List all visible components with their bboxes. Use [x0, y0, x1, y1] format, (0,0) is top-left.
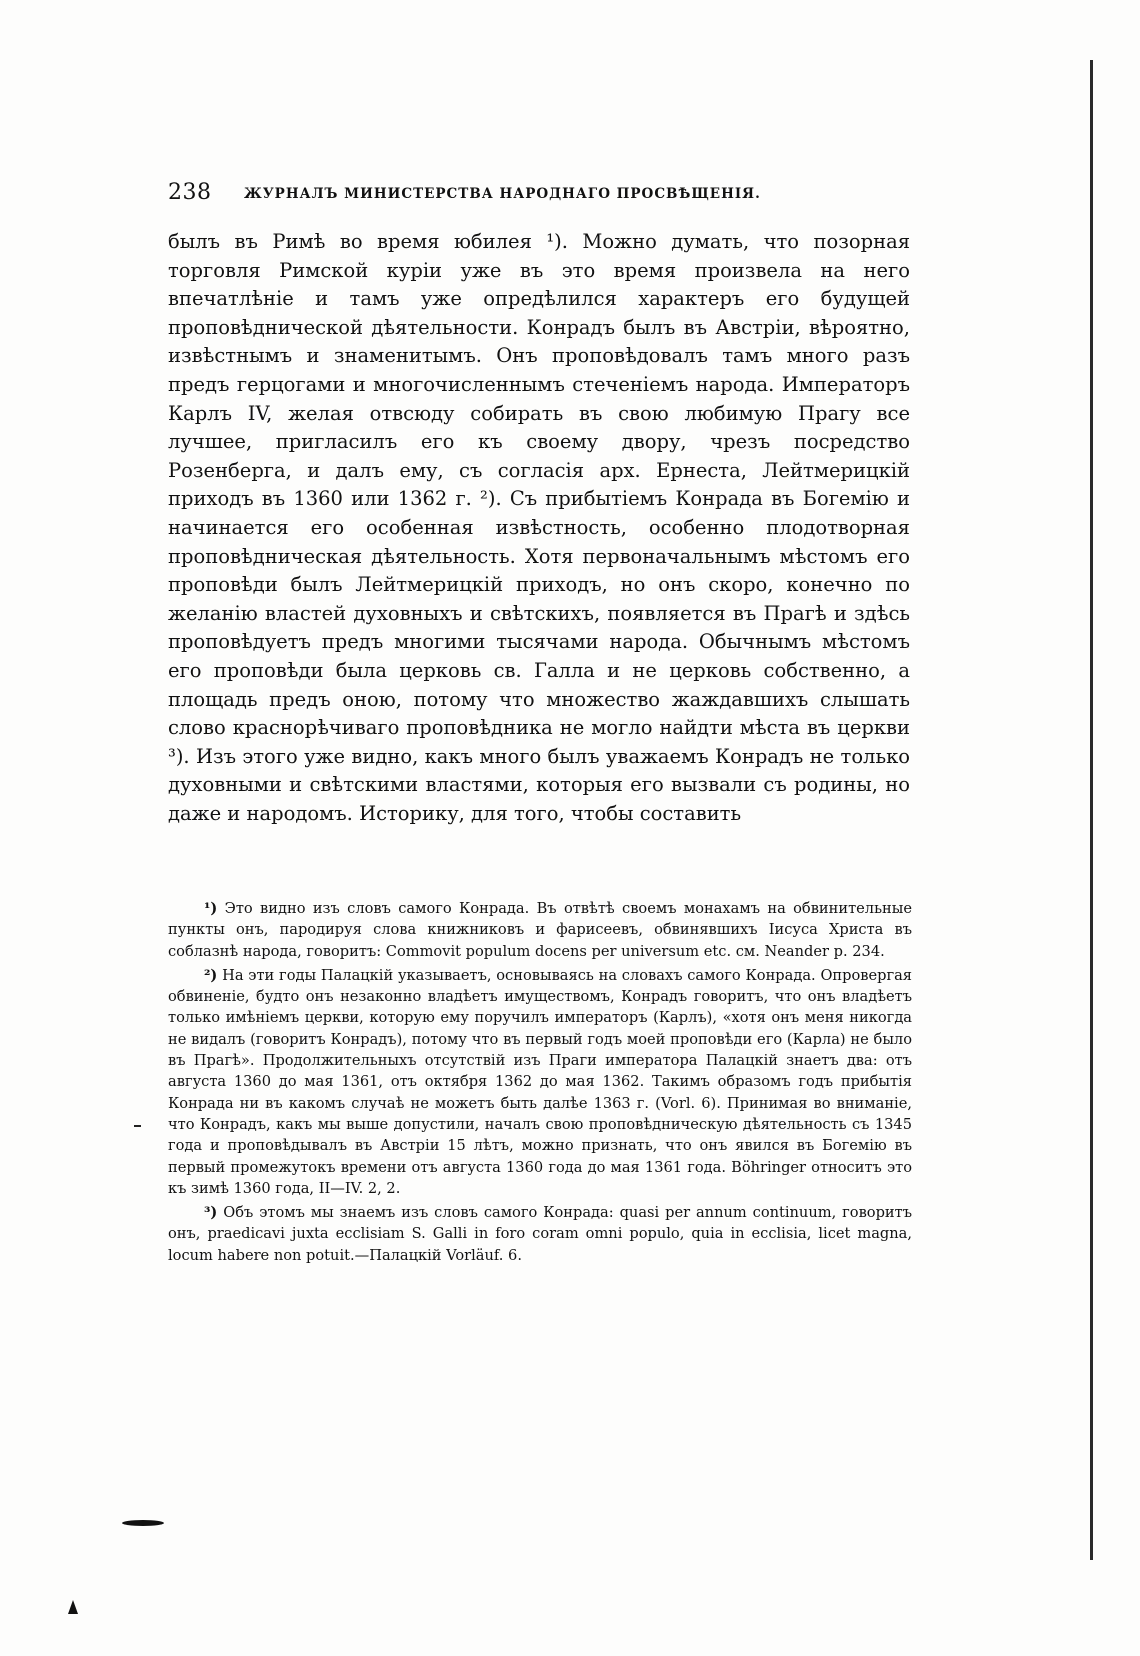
footnotes [168, 898, 912, 1269]
footnote-3 [168, 1202, 912, 1266]
running-title: ЖУРНАЛЪ МИНИСТЕРСТВА НАРОДНАГО ПРОСВѢЩЕНІЯ. [244, 186, 761, 202]
footnote-marker: ³) [204, 1204, 218, 1222]
running-header [168, 180, 912, 212]
footnote-1 [168, 898, 912, 962]
footnote-2 [168, 965, 912, 1199]
page-edge-line [1090, 60, 1093, 1560]
footnote-text: Объ этомъ мы знаемъ изъ словъ самого Конрада: quasi per annum continuum, говоритъ онъ, praedicavi juxta ecclisiam S. Galli in foro coram omni populo, quia in ecclisia, licet magna, locum habere non potuit.—Палацкій Vorläuf. 6. [168, 1204, 912, 1264]
footnote-text: На эти годы Палацкій указываетъ, основываясь на словахъ самого Конрада. Опровергая обвиненіе, будто онъ незаконно владѣетъ имуществомъ, Конрадъ говоритъ, что онъ владѣетъ только имѣніемъ церкви, которую ему поручилъ императоръ (Карлъ), «хотя онъ меня никогда не видалъ (говоритъ Конрадъ), потому что въ первый годъ моей проповѣди его (Карла) не было въ Прагѣ». Продолжительныхъ отсутствій изъ Праги императора Палацкій знаетъ два: отъ августа 1360 до мая 1361, отъ октября 1362 до мая 1362. Такимъ образомъ годъ прибытія Конрада ни въ какомъ случаѣ не можетъ быть далѣе 1363 г. (Vorl. 6). Принимая во вниманіе, что Конрадъ, какъ мы выше допустили, началъ свою проповѣдническую дѣятельность съ 1345 года и проповѣдывалъ въ Австріи 15 лѣтъ, можно признать, что онъ явился въ Богемію въ первый промежутокъ времени отъ августа 1360 года до мая 1361 года. Böhringer относитъ это къ зимѣ 1360 года, II—IV. 2, 2. [168, 966, 913, 1197]
footnote-text: Это видно изъ словъ самого Конрада. Въ отвѣтѣ своемъ монахамъ на обвинительные пункты онъ, пародируя слова книжниковъ и фарисеевъ, обвинявшихъ Іисуса Христа въ соблазнѣ народа, говоритъ: Commovit populum docens per universum etc. см. Neander p. 234. [168, 900, 912, 960]
margin-dash-mark [134, 1125, 141, 1127]
scan-corner-mark [68, 1600, 78, 1614]
scan-smudge-mark [122, 1520, 164, 1526]
footnote-marker: ²) [204, 966, 218, 984]
page-number: 238 [168, 180, 212, 205]
main-text: былъ въ Римѣ во время юбилея ¹). Можно думать, что позорная торговля Римской куріи уже въ это время произвела на него впечатлѣніе и тамъ уже опредѣлился характеръ его будущей проповѣднической дѣятельности. Конрадъ былъ въ Австріи, вѣроятно, извѣстнымъ и знаменитымъ. Онъ проповѣдовалъ тамъ много разъ предъ герцогами и многочисленнымъ стеченіемъ народа. Императоръ Карлъ IV, желая отвсюду собирать въ свою любимую Прагу все лучшее, пригласилъ его къ своему двору, чрезъ посредство Розенберга, и далъ ему, съ согласія арх. Ернеста, Лейтмерицкій приходъ въ 1360 или 1362 г. ²). Съ прибытіемъ Конрада въ Богемію и начинается его особенная извѣстность, особенно плодотворная проповѣдническая дѣятельность. Хотя первоначальнымъ мѣстомъ его проповѣди былъ Лейтмерицкій приходъ, но онъ скоро, конечно по желанію властей духовныхъ и свѣтскихъ, появляется въ Прагѣ и здѣсь проповѣдуетъ предъ многими тысячами народа. Обычнымъ мѣстомъ его проповѣди была церковь св. Галла и не церковь собственно, а площадь предъ оною, потому что множество жаждавшихъ слышать слово краснорѣчиваго проповѣдника не могло найдти мѣста въ церкви ³). Изъ этого уже видно, какъ много былъ уважаемъ Конрадъ не только духовными и свѣтскими властями, которыя его вызвали съ родины, но даже и народомъ. Историку, для того, чтобы составить [168, 230, 910, 825]
footnote-marker: ¹) [204, 900, 218, 917]
